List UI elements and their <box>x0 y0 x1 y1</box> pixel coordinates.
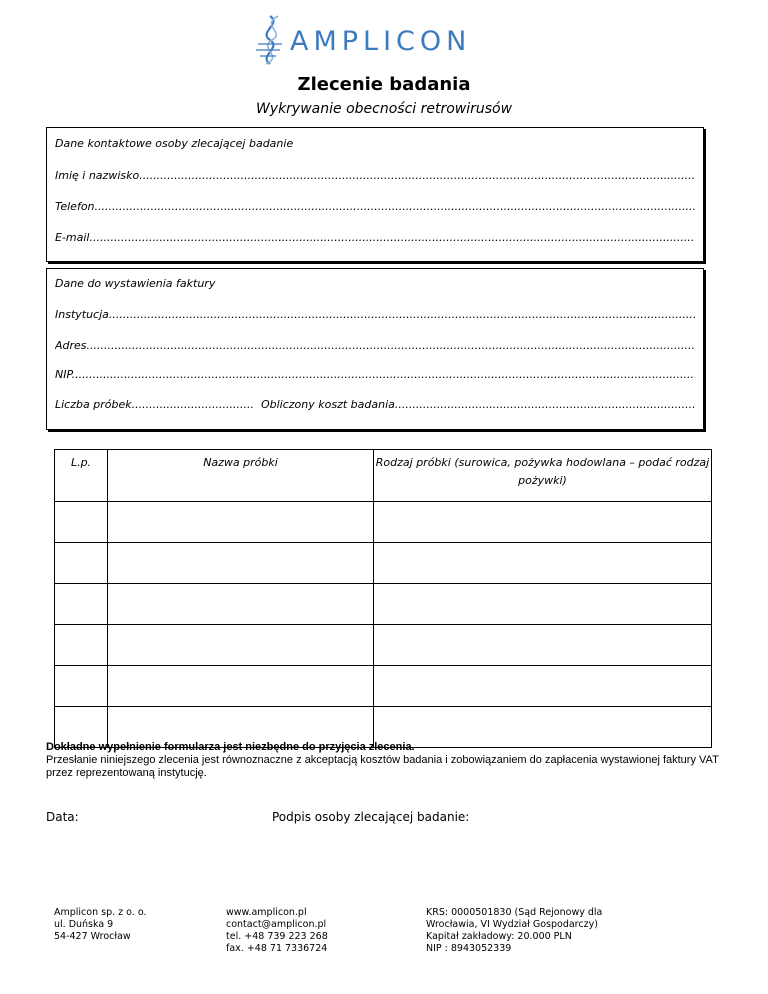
email-field[interactable]: E-mail ..... <box>55 231 695 244</box>
table-cell[interactable] <box>55 502 108 543</box>
institution-field[interactable]: Instytucja ..... <box>55 308 695 321</box>
page-title: Zlecenie badania <box>297 74 471 95</box>
dna-helix-icon <box>252 14 292 66</box>
form-note <box>46 741 736 780</box>
footer-registration: KRS: 0000501830 (Sąd Rejonowy dla Wrocławia, VI Wydział Gospodarczy) Kapitał zakładowy: 20.000 PLN NIP : 8943052339 <box>426 907 603 954</box>
table-cell[interactable] <box>108 625 374 666</box>
table-cell[interactable] <box>108 502 374 543</box>
footer-contact: www.amplicon.pl contact@amplicon.pl tel. +48 739 223 268 fax. +48 71 7336724 <box>226 907 328 954</box>
table-row <box>55 584 712 625</box>
page-subtitle: Wykrywanie obecności retrowirusów <box>255 101 513 117</box>
samples-table <box>54 449 712 748</box>
note-text: Przesłanie niniejszego zlecenia jest równoznaczne z akceptacją kosztów badania i zobowiązaniem do zapłacenia wystawionej faktury VAT przez reprezentowaną instytucję. <box>46 754 719 779</box>
phone-field[interactable]: Telefon ..... <box>55 200 695 213</box>
table-cell[interactable] <box>108 666 374 707</box>
table-cell[interactable] <box>374 543 712 584</box>
table-row <box>55 543 712 584</box>
table-cell[interactable] <box>108 584 374 625</box>
address-field[interactable]: Adres ..... <box>55 339 695 352</box>
col-sample-name: Nazwa próbki <box>108 450 374 502</box>
contact-box <box>46 127 704 262</box>
table-cell[interactable] <box>55 625 108 666</box>
table-row <box>55 625 712 666</box>
table-cell[interactable] <box>108 543 374 584</box>
table-cell[interactable] <box>374 584 712 625</box>
note-bold: Dokładne wypełnienie formularza jest niezbędne do przyjęcia zlecenia. <box>46 741 415 753</box>
logo-text: AMPLICON <box>290 26 472 57</box>
table-cell[interactable] <box>55 543 108 584</box>
col-lp: L.p. <box>55 450 108 502</box>
invoice-box <box>46 268 704 430</box>
email-link[interactable]: contact@amplicon.pl <box>226 919 327 930</box>
amplicon-logo <box>252 14 492 66</box>
table-row <box>55 666 712 707</box>
signature-label: Podpis osoby zlecającej badanie: <box>272 810 470 824</box>
table-cell[interactable] <box>374 666 712 707</box>
col-sample-type: Rodzaj próbki (surowica, pożywka hodowlana – podać rodzaj pożywki) <box>374 450 712 502</box>
contact-heading: Dane kontaktowe osoby zlecającej badanie <box>55 137 294 150</box>
table-row <box>55 502 712 543</box>
date-label: Data: <box>46 810 79 824</box>
table-cell[interactable] <box>55 666 108 707</box>
website-link[interactable]: www.amplicon.pl <box>226 907 307 918</box>
footer-company: Amplicon sp. z o. o. ul. Duńska 9 54-427 Wrocław <box>54 907 147 942</box>
name-field[interactable]: Imię i nazwisko ..... <box>55 169 695 182</box>
table-cell[interactable] <box>374 625 712 666</box>
samples-cost-field[interactable]: Liczba próbek................................... Obliczony koszt badania ..... <box>55 398 695 411</box>
nip-field[interactable]: NIP ..... <box>55 368 695 381</box>
invoice-heading: Dane do wystawienia faktury <box>55 277 216 290</box>
table-cell[interactable] <box>374 502 712 543</box>
table-cell[interactable] <box>55 584 108 625</box>
